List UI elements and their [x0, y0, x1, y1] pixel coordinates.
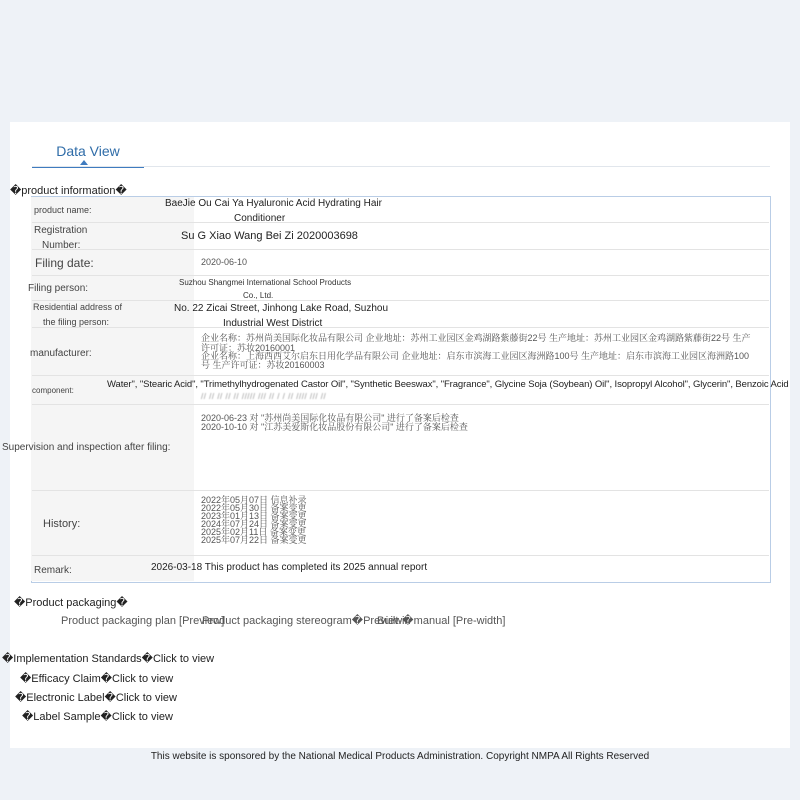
filing-person-value-line2: Co., Ltd. [243, 291, 274, 300]
product-name-value-line1: BaeJie Ou Cai Ya Hyaluronic Acid Hydrating Hair [165, 198, 382, 209]
footer-copyright: This website is sponsored by the National Medical Products Administration. Copyright NMPA All Rights Reserved [150, 751, 650, 762]
row-divider [32, 327, 769, 328]
component-value: Water", "Stearic Acid", "Trimethylhydrogenated Castor Oil", "Synthetic Beeswax", "Fragrance", Glycine Soja (Soybean) Oil", Isopropyl Alcohol", Glycerin", Benzoic Acid [107, 379, 789, 390]
residential-address-value-line2: Industrial West District [223, 318, 323, 329]
manufacturer-line3: 企业名称：上海西西艾尔启东日用化学品有限公司 企业地址：启东市滨海工业园区海洲路100号 生产地址：启东市滨海工业园区海洲路100 [201, 351, 750, 361]
history-label: History: [43, 518, 81, 530]
tab-caret-icon [80, 160, 88, 165]
manufacturer-line1: 企业名称：苏州尚美国际化妆品有限公司 企业地址：苏州工业园区金鸡湖路紫藤街22号 生产地址：苏州工业园区金鸡湖路紫藤街22号 生产 [201, 333, 751, 343]
filing-person-value-line1: Suzhou Shangmei International School Products [179, 278, 352, 287]
row-divider [32, 222, 769, 223]
product-name-label: product name: [34, 205, 92, 215]
supervision-line2: 2020-10-10 对 "江苏美爱斯化妆品股份有限公司" 进行了备案后检查 [201, 422, 468, 432]
product-name-value-line2: Conditioner [234, 213, 286, 224]
electronic-label-link[interactable]: �Electronic Label�Click to view [15, 692, 177, 704]
history-entry: 2024年07月24日 备案变更 [201, 519, 307, 529]
history-entry: 2022年05月30日 备案变更 [201, 503, 307, 513]
registration-value: Su G Xiao Wang Bei Zi 2020003698 [181, 230, 358, 242]
tab-divider [32, 166, 770, 167]
history-entries [201, 496, 307, 544]
history-entry: 2022年05月07日 信息补录 [201, 495, 307, 505]
filing-date-value: 2020-06-10 [201, 257, 248, 267]
registration-label-line1: Registration [34, 225, 88, 236]
supervision-line1: 2020-06-23 对 "苏州尚美国际化妆品有限公司" 进行了备案后检查 [201, 413, 459, 423]
filing-date-label: Filing date: [35, 256, 94, 270]
manufacturer-line2: 许可证：苏妆20160001 [201, 343, 296, 353]
history-entry: 2025年07月22日 备案变更 [201, 535, 307, 545]
supervision-label: Supervision and inspection after filing: [2, 442, 171, 453]
product-packaging-heading: �Product packaging� [14, 597, 128, 609]
remark-value: 2026-03-18 This product has completed its 2025 annual report [151, 562, 428, 573]
residential-address-label-line1: Residential address of [33, 302, 123, 312]
label-sample-link[interactable]: �Label Sample�Click to view [22, 711, 173, 723]
product-information-heading: �product information� [10, 185, 127, 197]
residential-address-value-line1: No. 22 Zicai Street, Jinhong Lake Road, Suzhou [174, 303, 389, 314]
row-divider [32, 249, 769, 250]
history-entry: 2023年01月13日 备案变更 [201, 511, 307, 521]
row-divider [32, 375, 769, 376]
remark-label: Remark: [34, 565, 72, 576]
component-blurred-overflow: // // // // // ///// /// // / / // //// /// // [201, 392, 327, 401]
filing-person-label: Filing person: [28, 283, 89, 294]
implementation-standards-link[interactable]: �Implementation Standards�Click to view [2, 653, 215, 665]
row-divider [32, 275, 769, 276]
row-divider [32, 404, 769, 405]
packaging-plan-link[interactable]: Product packaging plan [Preview] [61, 615, 225, 627]
row-divider [32, 300, 769, 301]
packaging-stereogram-link[interactable]: Product packaging stereogram�Preview� [202, 615, 414, 627]
tab-data-view[interactable]: Data View [32, 140, 144, 168]
efficacy-claim-link[interactable]: �Efficacy Claim�Click to view [20, 673, 174, 685]
built-in-manual-link[interactable]: Built-in manual [Pre-width] [377, 615, 506, 627]
row-divider [32, 490, 769, 491]
registration-label-line2: Number: [42, 240, 81, 251]
residential-address-label-line2: the filing person: [43, 317, 110, 327]
manufacturer-line4: 号 生产许可证：苏妆20160003 [201, 360, 325, 370]
history-entry: 2025年02月11日 备案变更 [201, 527, 306, 537]
row-divider [32, 555, 769, 556]
manufacturer-label: manufacturer: [30, 348, 92, 359]
component-label: component: [32, 386, 74, 395]
